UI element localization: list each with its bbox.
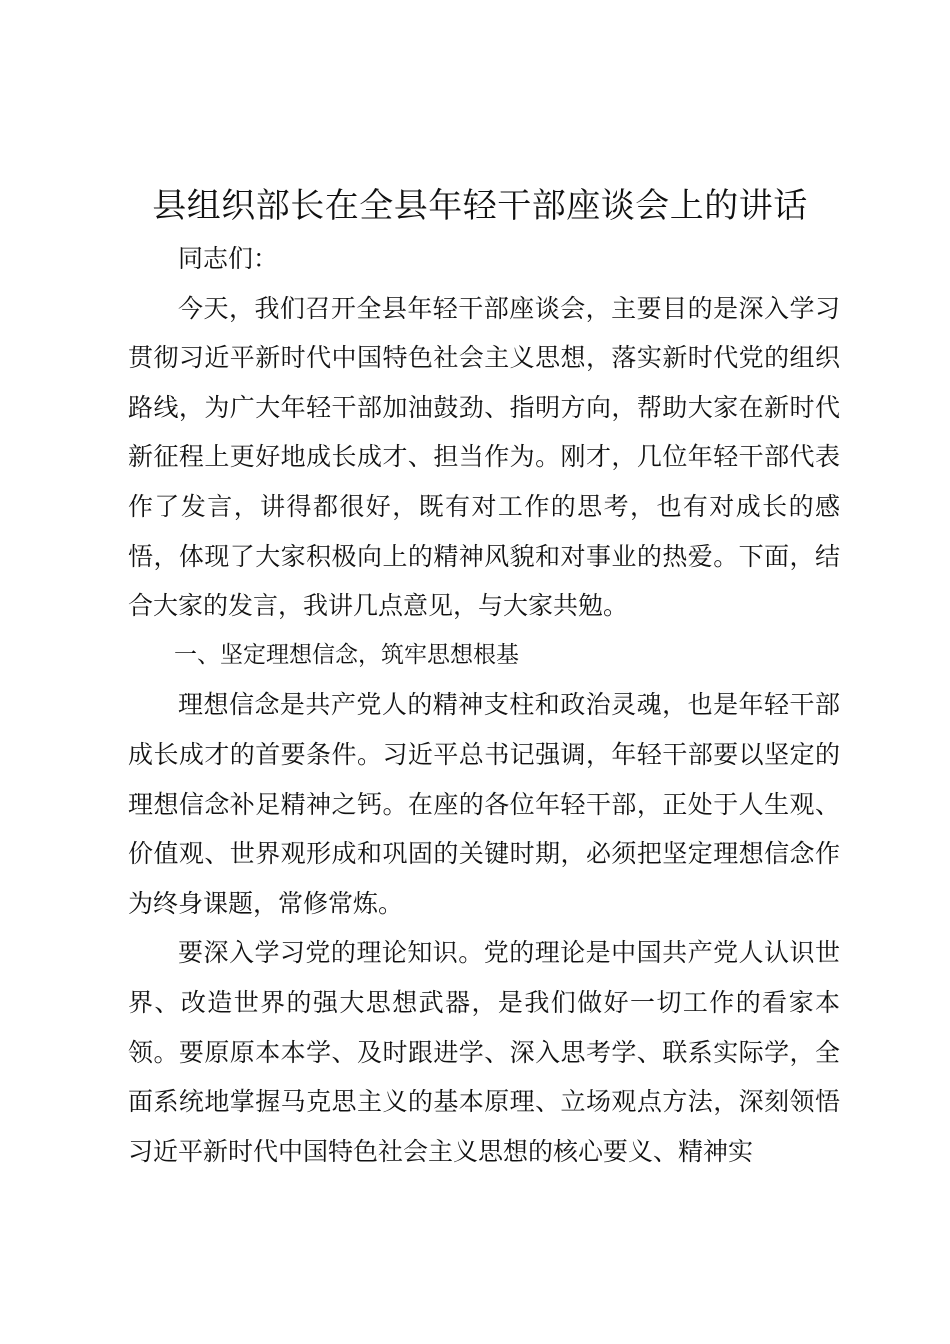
salutation: 同志们： [178, 244, 279, 273]
paragraph-ideals: 理想信念是共产党人的精神支柱和政治灵魂，也是年轻干部成长成才的首要条件。习近平总书记强调，年轻干部要以坚定的理想信念补足精神之钙。在座的各位年轻干部，正处于人生观、价值观、世界观形成和巩固的关键时期，必须把坚定理想信念作为终身课题，常修常炼。 [128, 690, 840, 918]
paragraph-theory-study: 要深入学习党的理论知识。党的理论是中国共产党人认识世界、改造世界的强大思想武器，是我们做好一切工作的看家本领。要原原本本学、及时跟进学、深入思考学、联系实际学，全面系统地掌握马克思主义的基本原理、立场观点方法，深刻领悟习近平新时代中国特色社会主义思想的核心要义、精神实 [128, 938, 840, 1166]
document-title: 县组织部长在全县年轻干部座谈会上的讲话 [152, 186, 808, 226]
paragraph-opening: 今天，我们召开全县年轻干部座谈会，主要目的是深入学习贯彻习近平新时代中国特色社会主义思想，落实新时代党的组织路线，为广大年轻干部加油鼓劲、指明方向，帮助大家在新时代新征程上更好地成长成才、担当作为。刚才，几位年轻干部代表作了发言，讲得都很好，既有对工作的思考，也有对成长的感悟，体现了大家积极向上的精神风貌和对事业的热爱。下面，结合大家的发言，我讲几点意见，与大家共勉。 [128, 293, 840, 621]
section-heading-1: 一、坚定理想信念，筑牢思想根基 [174, 641, 519, 668]
document-body [128, 234, 840, 1176]
